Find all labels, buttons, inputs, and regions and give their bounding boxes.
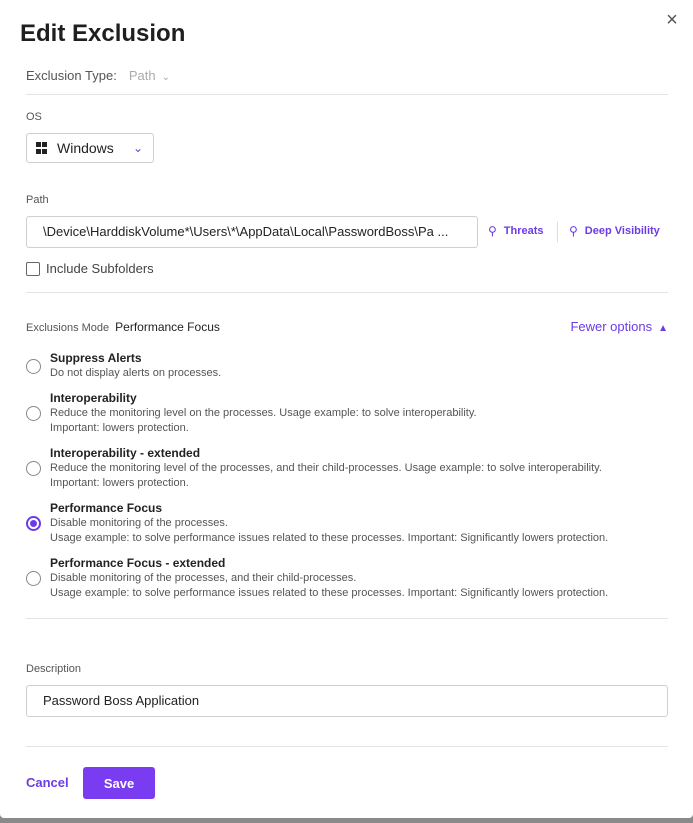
option-title: Interoperability bbox=[50, 391, 137, 405]
chevron-down-icon: ⌄ bbox=[161, 72, 170, 83]
search-icon: ⚲ bbox=[488, 224, 497, 238]
path-input[interactable]: \Device\HarddiskVolume*\Users\*\AppData\Local\PasswordBoss\Pa ... bbox=[26, 216, 478, 248]
chevron-down-icon: ⌄ bbox=[132, 141, 143, 155]
deep-visibility-label: Deep Visibility bbox=[584, 225, 660, 237]
radio-button[interactable] bbox=[26, 461, 41, 476]
cancel-button[interactable]: Cancel bbox=[26, 775, 69, 790]
exclusions-mode-row bbox=[26, 320, 220, 334]
exclusion-type-select[interactable]: Path bbox=[128, 68, 156, 83]
fewer-options-button[interactable] bbox=[570, 319, 668, 334]
threats-label: Threats bbox=[503, 225, 544, 237]
option-desc: Reduce the monitoring level of the processes, and their child-processes. Usage example: to solve interoperability. bbox=[50, 462, 602, 474]
radio-button[interactable] bbox=[26, 406, 41, 421]
option-desc: Important: lowers protection. bbox=[50, 422, 189, 434]
radio-button-selected[interactable] bbox=[26, 516, 41, 531]
option-title: Performance Focus bbox=[50, 501, 163, 515]
exclusion-type-label: Exclusion Type: bbox=[26, 68, 117, 83]
option-desc: Usage example: to solve performance issues related to these processes. Important: Significantly lowers protection. bbox=[50, 532, 609, 544]
option-desc: Usage example: to solve performance issues related to these processes. Important: Significantly lowers protection. bbox=[50, 587, 609, 599]
option-desc: Reduce the monitoring level on the processes. Usage example: to solve interoperability. bbox=[50, 407, 477, 419]
divider bbox=[557, 222, 558, 242]
mode-option-interoperability[interactable] bbox=[26, 391, 477, 436]
divider bbox=[26, 746, 668, 747]
mode-option-performance-focus[interactable] bbox=[26, 501, 608, 546]
exclusions-mode-label: Exclusions Mode bbox=[26, 322, 110, 334]
fewer-options-label: Fewer options bbox=[570, 319, 653, 334]
description-label: Description bbox=[26, 663, 82, 675]
divider bbox=[26, 94, 668, 95]
dialog-title: Edit Exclusion bbox=[20, 20, 186, 47]
option-title: Performance Focus - extended bbox=[50, 556, 226, 570]
description-input[interactable]: Password Boss Application bbox=[26, 685, 668, 717]
search-icon: ⚲ bbox=[569, 224, 578, 238]
mode-option-performance-focus-extended[interactable] bbox=[26, 556, 608, 601]
radio-button[interactable] bbox=[26, 571, 41, 586]
option-desc: Do not display alerts on processes. bbox=[50, 367, 222, 379]
option-desc: Disable monitoring of the processes, and their child-processes. bbox=[50, 572, 357, 584]
chevron-up-icon: ▲ bbox=[658, 323, 668, 334]
radio-button[interactable] bbox=[26, 359, 41, 374]
os-select[interactable] bbox=[26, 133, 154, 163]
option-title: Interoperability - extended bbox=[50, 446, 201, 460]
divider bbox=[26, 292, 668, 293]
mode-option-suppress-alerts[interactable] bbox=[26, 351, 221, 381]
option-desc: Disable monitoring of the processes. bbox=[50, 517, 228, 529]
os-label: OS bbox=[26, 111, 42, 123]
os-value: Windows bbox=[57, 140, 114, 156]
deep-visibility-button[interactable] bbox=[569, 224, 660, 238]
path-label: Path bbox=[26, 194, 49, 206]
option-desc: Important: lowers protection. bbox=[50, 477, 189, 489]
mode-option-interoperability-extended[interactable] bbox=[26, 446, 602, 491]
exclusion-type-row bbox=[26, 68, 170, 83]
include-subfolders-label: Include Subfolders bbox=[46, 261, 154, 276]
close-icon[interactable]: × bbox=[666, 9, 678, 31]
option-title: Suppress Alerts bbox=[50, 351, 142, 365]
divider bbox=[26, 618, 668, 619]
exclusions-mode-value: Performance Focus bbox=[115, 320, 220, 334]
include-subfolders-checkbox[interactable] bbox=[26, 262, 40, 276]
save-button[interactable]: Save bbox=[83, 767, 155, 799]
windows-icon bbox=[36, 142, 48, 154]
threats-button[interactable] bbox=[488, 224, 544, 238]
include-subfolders-row[interactable] bbox=[26, 261, 154, 276]
